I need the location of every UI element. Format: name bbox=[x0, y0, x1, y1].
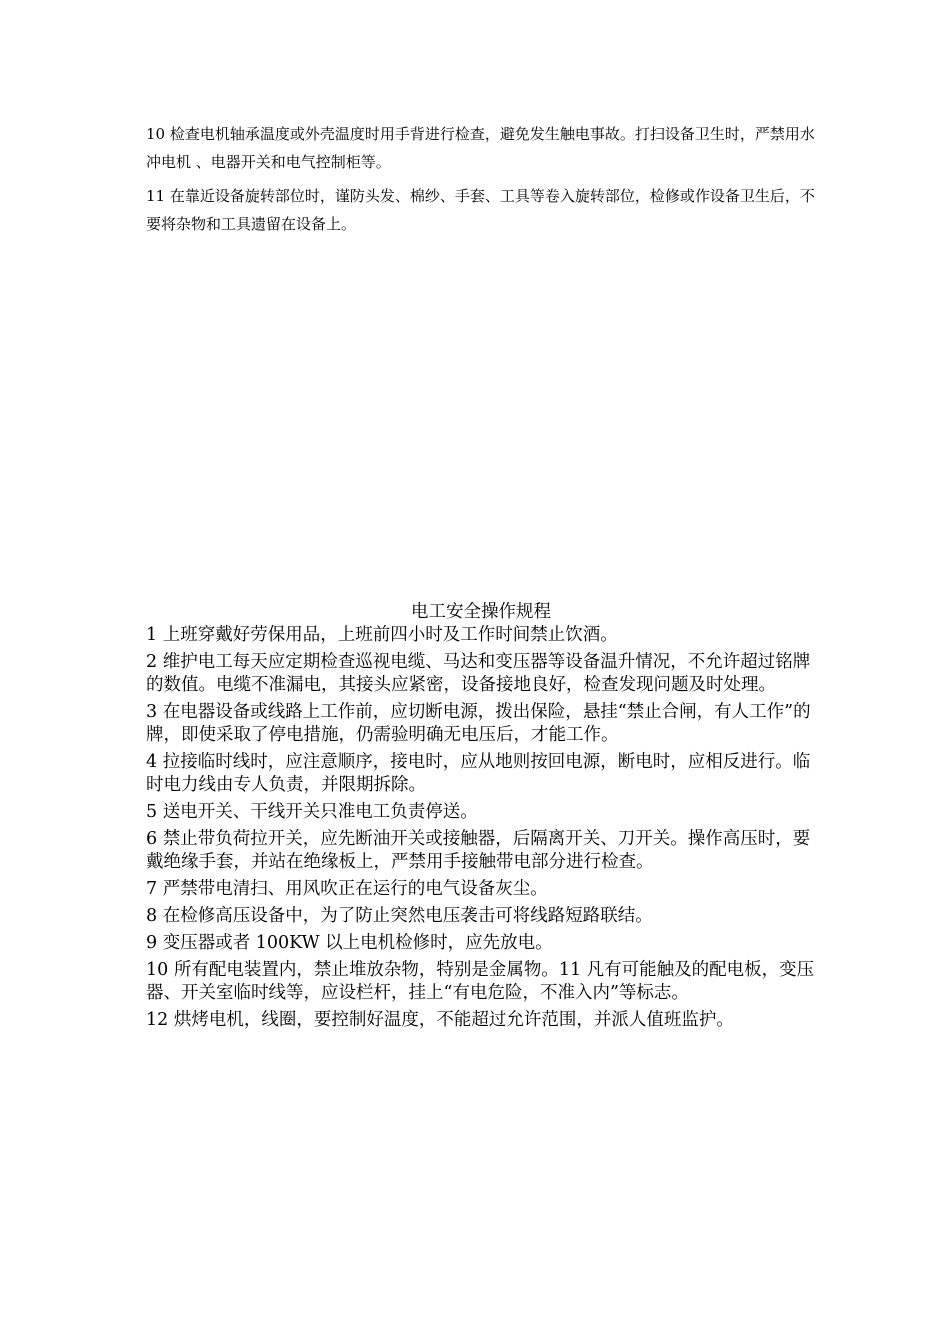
paragraph-item-10: 10 检查电机轴承温度或外壳温度时用手背进行检查，避免发生触电事故。打扫设备卫生时，严禁用水冲电机 、电器开关和电气控制柜等。 bbox=[146, 125, 815, 171]
regulation-item-10: 10 所有配电装置内，禁止堆放杂物，特别是金属物。11 凡有可能触及的配电板，变压器、开关室临时线等，应设栏杆，挂上“有电危险，不准入内”等标志。 bbox=[146, 960, 815, 1003]
regulation-item-1: 1 上班穿戴好劳保用品，上班前四小时及工作时间禁止饮酒。 bbox=[146, 625, 618, 645]
regulation-item-5: 5 送电开关、干线开关只准电工负责停送。 bbox=[146, 802, 478, 822]
document-title: 电工安全操作规程 bbox=[411, 602, 551, 622]
regulation-item-6: 6 禁止带负荷拉开关，应先断油开关或接触器，后隔离开关、刀开关。操作高压时，要戴绝缘手套，并站在绝缘板上，严禁用手接触带电部分进行检查。 bbox=[146, 829, 811, 872]
regulation-item-2: 2 维护电工每天应定期检查巡视电缆、马达和变压器等设备温升情况，不允许超过铭牌的数值。电缆不准漏电，其接头应紧密，设备接地良好，检查发现问题及时处理。 bbox=[146, 652, 811, 695]
regulation-item-12: 12 烘烤电机，线圈，要控制好温度，不能超过允许范围，并派人值班监护。 bbox=[146, 1010, 734, 1030]
paragraph-item-11: 11 在靠近设备旋转部位时，谨防头发、棉纱、手套、工具等卷入旋转部位，检修或作设备卫生后，不要将杂物和工具遗留在设备上。 bbox=[146, 187, 815, 233]
regulation-item-4: 4 拉接临时线时，应注意顺序，接电时，应从地则按回电源，断电时，应相反进行。临时电力线由专人负责，并限期拆除。 bbox=[146, 752, 811, 795]
regulation-item-3: 3 在电器设备或线路上工作前，应切断电源，拨出保险，悬挂“禁止合闸，有人工作”的牌，即使采取了停电措施，仍需验明确无电压后，才能工作。 bbox=[146, 702, 811, 745]
regulations-section bbox=[146, 600, 816, 1036]
top-section bbox=[146, 120, 816, 244]
regulation-item-7: 7 严禁带电清扫、用风吹正在运行的电气设备灰尘。 bbox=[146, 879, 548, 899]
regulation-item-8: 8 在检修高压设备中，为了防止突然电压袭击可将线路短路联结。 bbox=[146, 906, 653, 926]
regulation-item-9: 9 变压器或者 100KW 以上电机检修时，应先放电。 bbox=[146, 933, 553, 953]
